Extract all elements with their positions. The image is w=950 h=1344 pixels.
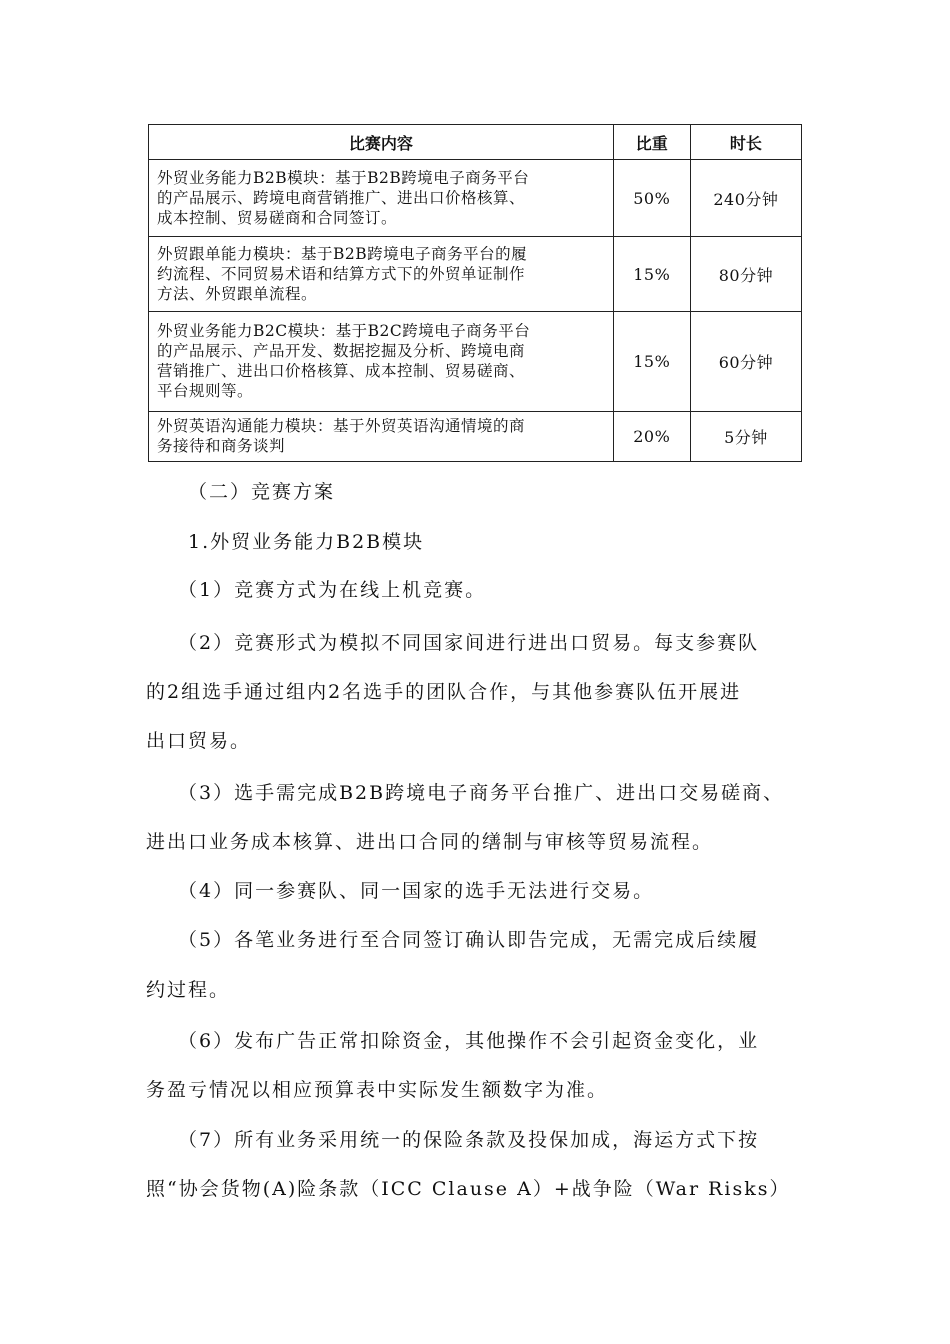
section-heading: （二）竞赛方案 [188,481,336,503]
paragraph-line: 约过程。 [146,979,231,1001]
row-weight: 20% [613,412,690,462]
paragraph-line: （3）选手需完成B2B跨境电子商务平台推广、进出口交易磋商、 [178,782,785,804]
paragraph-line: 进出口业务成本核算、进出口合同的缮制与审核等贸易流程。 [146,831,714,853]
row-content: 外贸业务能力B2B模块：基于B2B跨境电子商务平台 的产品展示、跨境电商营销推广、进出口价格核算、 成本控制、贸易磋商和合同签订。 [149,160,614,237]
row-duration: 5分钟 [690,412,801,462]
row-content: 外贸跟单能力模块：基于B2B跨境电子商务平台的履 约流程、不同贸易术语和结算方式下的外贸单证制作 方法、外贸跟单流程。 [149,237,614,312]
paragraph-line: （1）竞赛方式为在线上机竞赛。 [178,579,487,601]
paragraph-line: 出口贸易。 [146,730,252,752]
row-duration: 240分钟 [690,160,801,237]
paragraph-line: 务盈亏情况以相应预算表中实际发生额数字为准。 [146,1079,609,1101]
paragraph-line: 照“协会货物(A)险条款（ICC Clause A）+战争险（War Risks） [146,1178,791,1200]
paragraph-line: （5）各笔业务进行至合同签订确认即告完成，无需完成后续履 [178,929,760,951]
competition-content-table [148,124,802,462]
table-row [149,312,802,412]
paragraph-line: （4）同一参赛队、同一国家的选手无法进行交易。 [178,880,655,902]
table-row [149,412,802,462]
row-weight: 15% [613,312,690,412]
row-content: 外贸英语沟通能力模块：基于外贸英语沟通情境的商 务接待和商务谈判 [149,412,614,462]
header-content: 比赛内容 [149,125,614,160]
row-weight: 50% [613,160,690,237]
row-duration: 80分钟 [690,237,801,312]
subsection-heading: 1.外贸业务能力B2B模块 [188,531,425,553]
paragraph-line: （2）竞赛形式为模拟不同国家间进行进出口贸易。每支参赛队 [178,632,760,654]
row-duration: 60分钟 [690,312,801,412]
table-header-row [149,125,802,160]
header-duration: 时长 [690,125,801,160]
paragraph-line: （7）所有业务采用统一的保险条款及投保加成，海运方式下按 [178,1129,760,1151]
header-weight: 比重 [613,125,690,160]
paragraph-line: （6）发布广告正常扣除资金，其他操作不会引起资金变化，业 [178,1030,760,1052]
table-row [149,237,802,312]
row-content: 外贸业务能力B2C模块：基于B2C跨境电子商务平台 的产品展示、产品开发、数据挖掘及分析、跨境电商 营销推广、进出口价格核算、成本控制、贸易磋商、 平台规则等。 [149,312,614,412]
row-weight: 15% [613,237,690,312]
table-row [149,160,802,237]
paragraph-line: 的2组选手通过组内2名选手的团队合作，与其他参赛队伍开展进 [146,681,742,703]
